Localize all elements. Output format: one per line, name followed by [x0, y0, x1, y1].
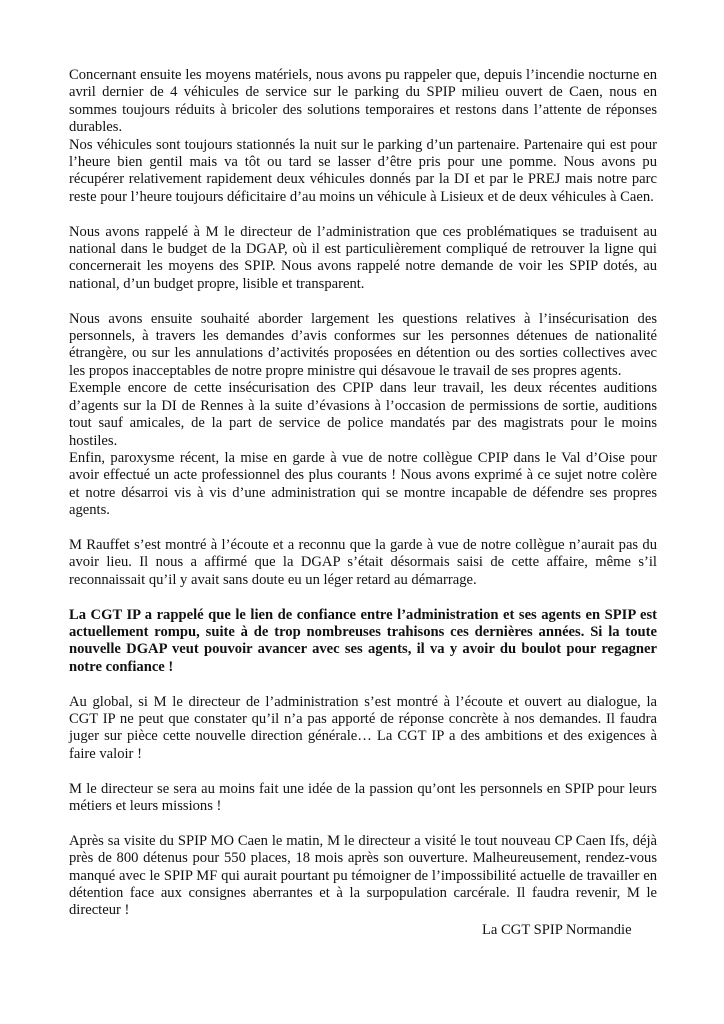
- paragraph-gap: [69, 676, 657, 693]
- signature: La CGT SPIP Normandie: [482, 922, 632, 938]
- paragraph-vehicles-fire: Concernant ensuite les moyens matériels, nous avons pu rappeler que, depuis l’incendie nocturne en avril dernier de 4 véhicules de service sur le parking du SPIP milieu ouvert de Caen, nous en sommes toujours réduits à bricoler des solutions temporaires et restons dans l’attente de réponses durables.: [69, 67, 657, 136]
- paragraph-budget: Nous avons rappelé à M le directeur de l’administration que ces problématiques se traduisent au national dans le budget de la DGAP, où il est particulièrement compliqué de retrouver la ligne qui concernerait les moyens des SPIP. Nous avons rappelé notre demande de voir les SPIP dotés, au national, d’un budget propre, lisible et transparent.: [69, 223, 657, 292]
- paragraph-custody: Enfin, paroxysme récent, la mise en garde à vue de notre collègue CPIP dans le Val d’Oise pour avoir effectué un acte professionnel des plus courants ! Nous avons exprimé à ce sujet notre colère et notre désarroi vis à vis d’une administration qui se montre incapable de défendre ses propres agents.: [69, 449, 657, 519]
- paragraph-rauffet-response: M Rauffet s’est montré à l’écoute et a reconnu que la garde à vue de notre collègue n’aurait pas du avoir lieu. Il nous a affirmé que la DGAP s’était désormais saisi de cette affaire, même s’il reconnaissait qu’il y avait sans doute eu un léger retard au démarrage.: [69, 536, 657, 588]
- paragraph-gap: [69, 763, 657, 780]
- paragraph-auditions: Exemple encore de cette insécurisation des CPIP dans leur travail, les deux récentes auditions d’agents sur la DI de Rennes à la suite d’évasions à l’occasion de permissions de sortie, auditions tout sauf amicales, de la part de service de police mandatés par des magistrats pour le moins hostiles.: [69, 380, 657, 449]
- paragraph-gap: [69, 206, 657, 223]
- document-body: [69, 67, 657, 920]
- paragraph-trust-statement: La CGT IP a rappelé que le lien de confiance entre l’administration et ses agents en SPIP est actuellement rompu, suite à de trop nombreuses trahisons ces dernières années. Si la toute nouvelle DGAP veut pouvoir avancer avec ses agents, il va y avoir du boulot pour regagner notre confiance !: [69, 606, 657, 675]
- paragraph-global-assessment: Au global, si M le directeur de l’administration s’est montré à l’écoute et ouvert au dialogue, la CGT IP ne peut que constater qu’il n’a pas apporté de réponse concrète à nos demandes. Il faudra juger sur pièce cette nouvelle direction générale… La CGT IP a des ambitions et des exigences à faire valoir !: [69, 693, 657, 762]
- paragraph-vehicles-parking: Nos véhicules sont toujours stationnés la nuit sur le parking d’un partenaire. Partenaire qui est pour l’heure bien gentil mais va tôt ou tard se lasser d’être pris pour une pomme. Nous avons pu récupérer relativement rapidement deux véhicules donnés par la DI et par le PREJ mais notre parc reste pour l’heure toujours déficitaire d’au moins un véhicule à Lisieux et de deux véhicules à Caen.: [69, 136, 657, 205]
- paragraph-insecurity: Nous avons ensuite souhaité aborder largement les questions relatives à l’insécurisation des personnels, à travers les demandes d’avis conformes sur les personnes détenues de nationalité étrangère, ou sur les annulations d’activités proposées en détention ou des sorties collectives avec les propos inacceptables de notre propre ministre qui désavoue le travail de ses propres agents.: [69, 310, 657, 379]
- paragraph-gap: [69, 520, 657, 537]
- paragraph-gap: [69, 815, 657, 832]
- paragraph-gap: [69, 589, 657, 606]
- paragraph-gap: [69, 293, 657, 310]
- paragraph-passion: M le directeur se sera au moins fait une idée de la passion qu’ont les personnels en SPIP pour leurs métiers et leurs missions !: [69, 780, 657, 814]
- paragraph-visit-caen-ifs: Après sa visite du SPIP MO Caen le matin, M le directeur a visité le tout nouveau CP Caen Ifs, déjà près de 800 détenus pour 550 places, 18 mois après son ouverture. Malheureusement, rendez-vous manqué avec le SPIP MF qui aurait pourtant pu témoigner de l’impossibilité actuelle de travailler en détention face aux consignes aberrantes et à la surpopulation carcérale. Il faudra revenir, M le directeur !: [69, 832, 657, 919]
